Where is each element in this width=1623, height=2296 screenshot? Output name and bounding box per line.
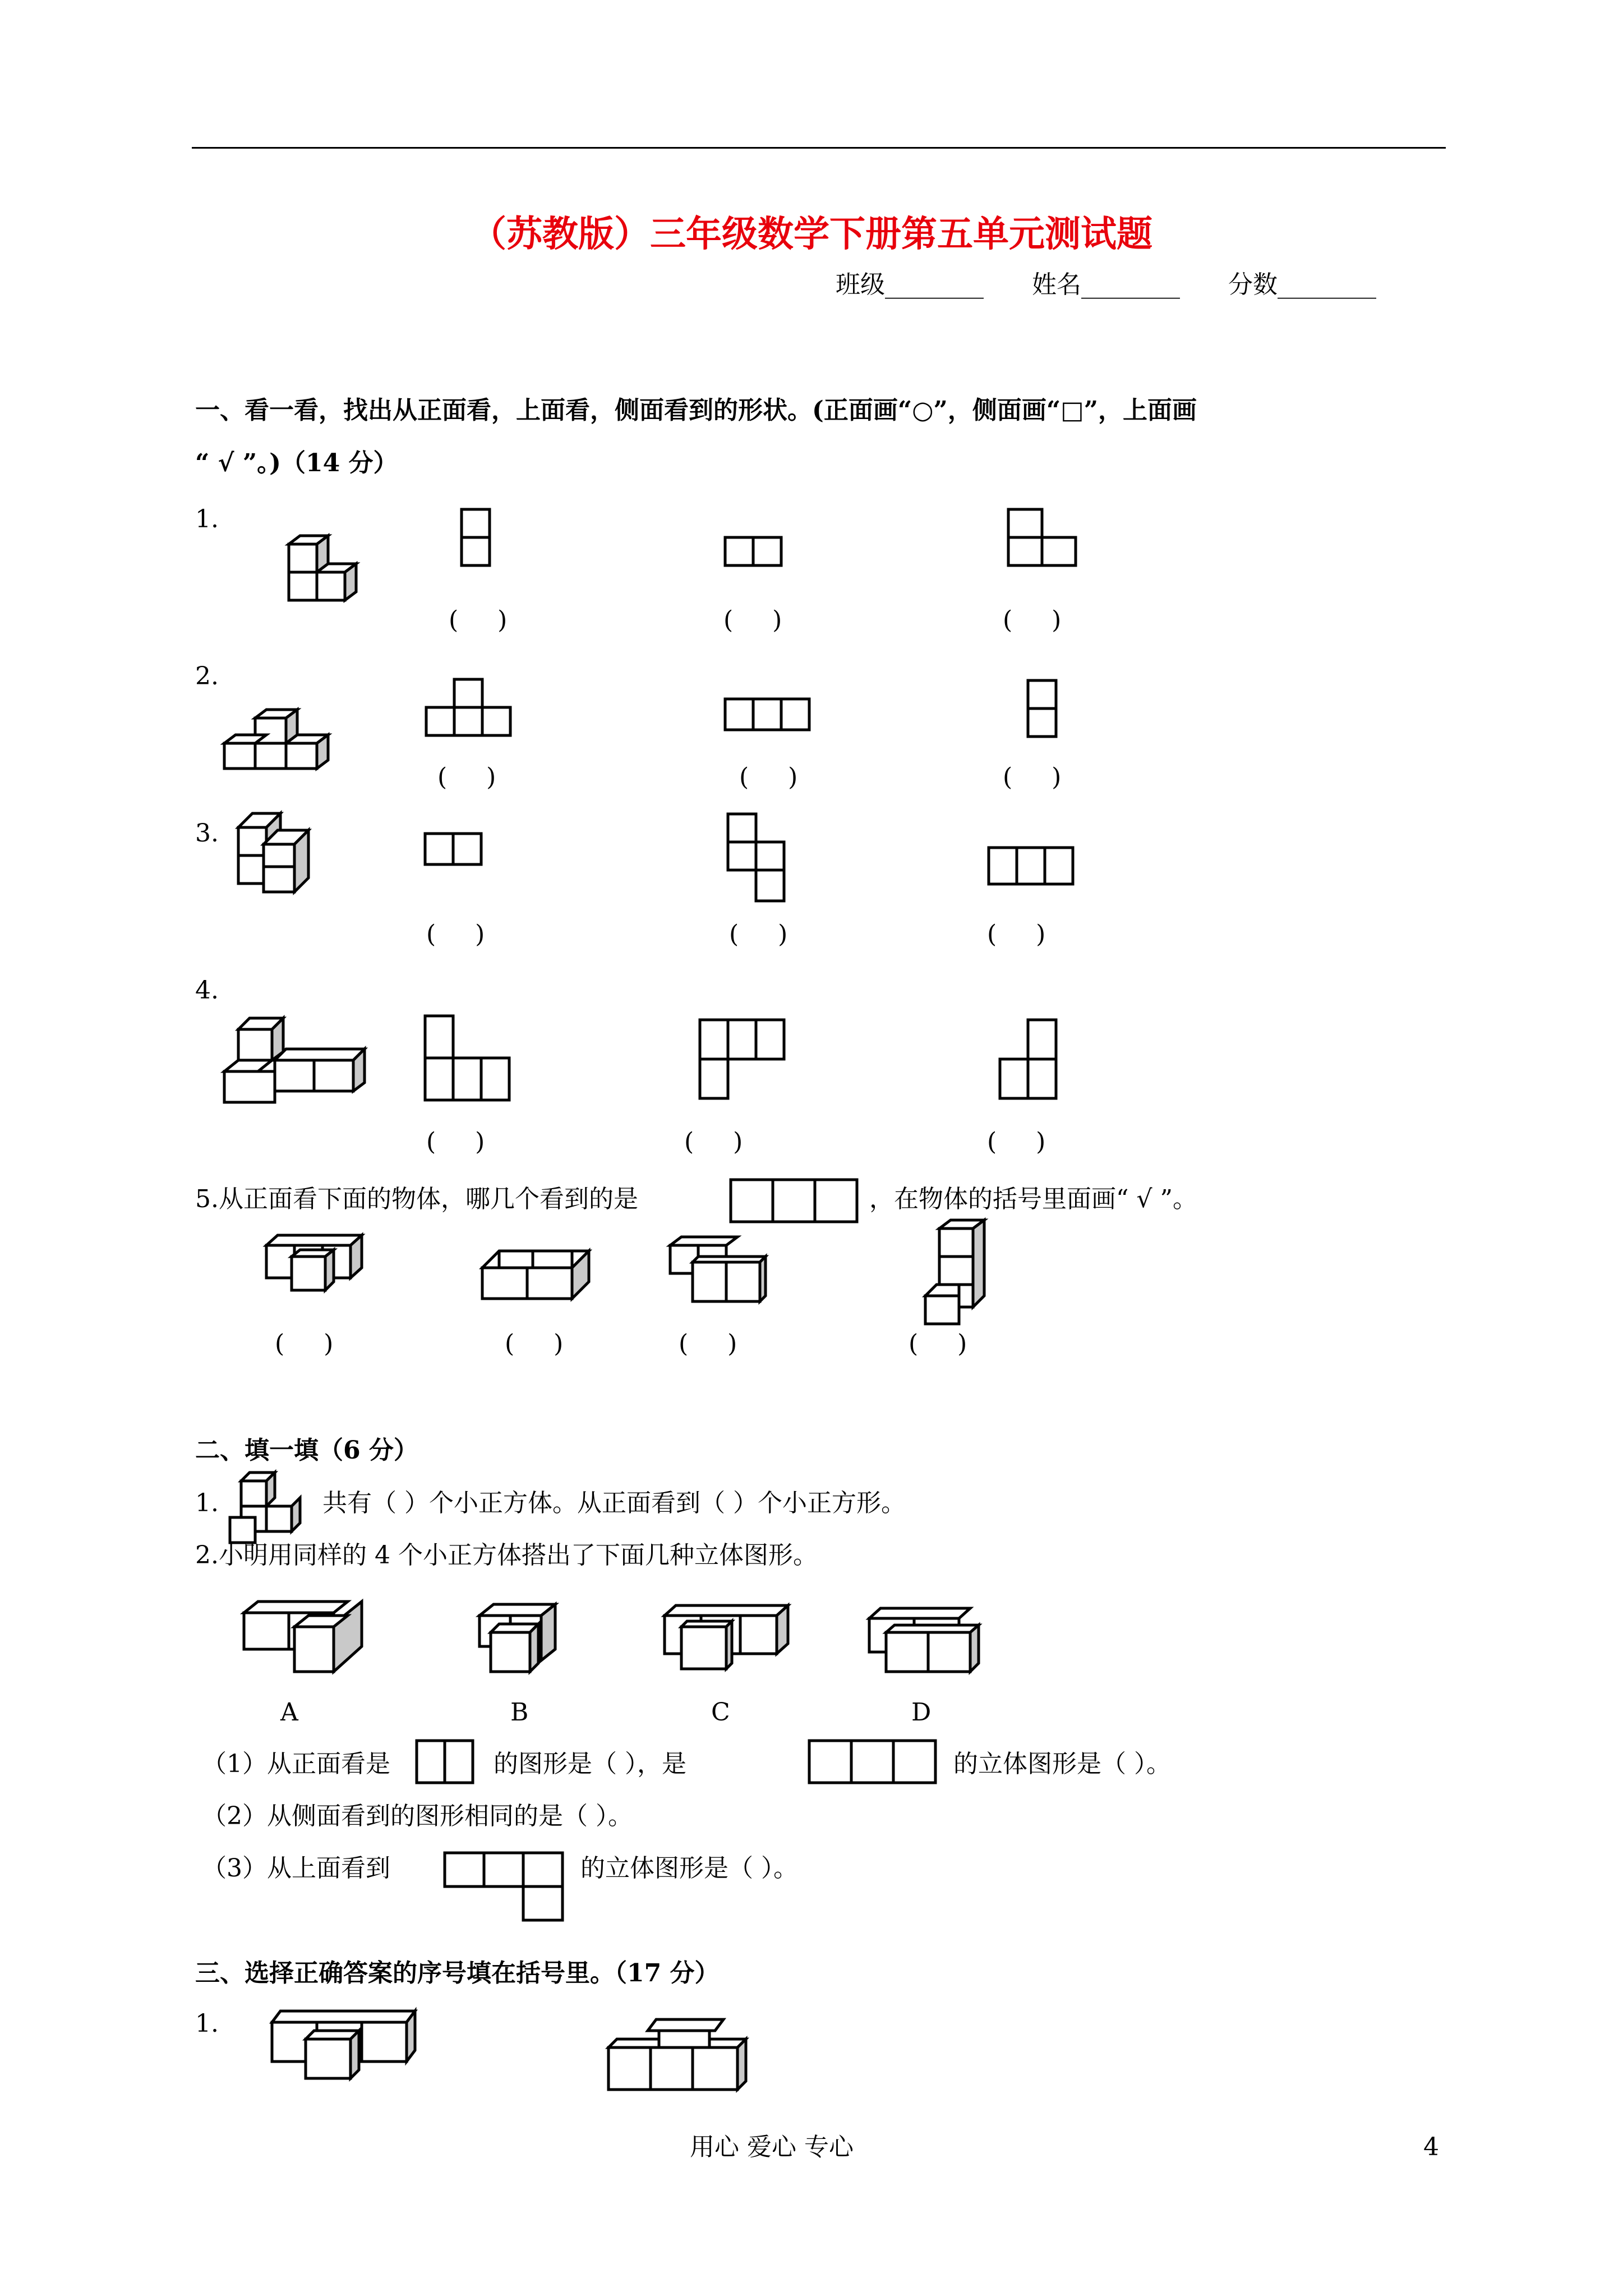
cube-stack-figure-a <box>241 1599 370 1677</box>
answer-paren[interactable]: ( ) <box>729 920 788 949</box>
view-shape <box>443 1851 572 1924</box>
section2-heading: 二、填一填（6 分） <box>195 1436 418 1465</box>
view-shape <box>1007 508 1085 569</box>
view-shape <box>415 1739 477 1787</box>
answer-paren[interactable]: ( ) <box>437 763 496 792</box>
answer-paren[interactable]: ( ) <box>426 920 485 949</box>
answer-paren[interactable]: ( ) <box>987 1128 1046 1156</box>
question-5-text-cont: ，在物体的括号里面画“ √ ”。 <box>869 1185 1197 1213</box>
sub-question-2-text: （2）从侧面看到的图形相同的是（ ）。 <box>202 1802 633 1830</box>
view-shape <box>998 1018 1063 1102</box>
sub-question-3-text-cont: 的立体图形是（ ）。 <box>580 1854 798 1883</box>
figure-label-d: D <box>911 1698 932 1727</box>
answer-paren[interactable]: ( ) <box>449 606 508 634</box>
view-shape <box>723 536 785 569</box>
view-shape <box>423 1014 516 1104</box>
question-number: 2. <box>195 662 219 691</box>
cube-stack-figure <box>667 1234 768 1307</box>
score-field[interactable]: 分数________ <box>1228 270 1376 299</box>
question-5-text: 5.从正面看下面的物体，哪几个看到的是 <box>195 1185 638 1213</box>
cube-stack-figure <box>479 1237 600 1304</box>
question-number: 3. <box>195 819 219 848</box>
answer-paren[interactable]: ( ) <box>1003 606 1062 634</box>
cube-stack-figure <box>923 1217 990 1324</box>
cube-stack-figure <box>227 1461 306 1545</box>
sub-question-1-text-cont: 的图形是（ ），是 <box>494 1750 686 1778</box>
section1-heading-cont: “ √ ”。)（14 分） <box>195 449 398 477</box>
answer-paren[interactable]: ( ) <box>1003 763 1062 792</box>
answer-paren[interactable]: ( ) <box>275 1329 334 1358</box>
sub-question-1-text-end: 的立体图形是（ ）。 <box>953 1750 1171 1778</box>
cube-stack-figure <box>236 811 331 895</box>
cube-stack-figure-c <box>662 1602 796 1674</box>
answer-paren[interactable]: ( ) <box>987 920 1046 949</box>
cube-stack-figure-b <box>477 1602 578 1680</box>
answer-paren[interactable]: ( ) <box>684 1128 743 1156</box>
section3-heading: 三、选择正确答案的序号填在括号里。（17 分） <box>195 1959 720 1987</box>
page-title: （苏教版）三年级数学下册第五单元测试题 <box>471 213 1152 255</box>
figure-label-a: A <box>280 1698 298 1727</box>
answer-paren[interactable]: ( ) <box>909 1329 967 1358</box>
class-field[interactable]: 班级________ <box>836 270 984 299</box>
view-shape <box>423 678 516 739</box>
name-field[interactable]: 姓名________ <box>1032 270 1180 299</box>
page-number: 4 <box>1423 2133 1439 2161</box>
question-number: 1. <box>195 505 219 533</box>
sub-question-1-text: （1）从正面看是 <box>202 1750 390 1778</box>
cube-stack-figure <box>286 533 370 603</box>
answer-paren[interactable]: ( ) <box>505 1329 564 1358</box>
target-view-shape <box>729 1178 864 1226</box>
question-number: 1. <box>195 2009 219 2038</box>
header-rule <box>192 147 1446 149</box>
footer-motto: 用心 爱心 专心 <box>690 2133 854 2161</box>
answer-paren[interactable]: ( ) <box>723 606 782 634</box>
cube-stack-figure-d <box>866 1604 990 1677</box>
view-shape <box>723 697 816 731</box>
view-shape <box>1026 679 1060 740</box>
question-2-1-text: 共有（ ）个小正方体。从正面看到（ ）个小正方形。 <box>322 1489 906 1517</box>
view-shape <box>423 832 485 868</box>
view-shape <box>808 1739 942 1787</box>
cube-stack-figure <box>269 2003 426 2087</box>
answer-paren[interactable]: ( ) <box>426 1128 485 1156</box>
section1-heading: 一、看一看，找出从正面看，上面看，侧面看到的形状。(正面画“○”，侧面画“□”，上面画 <box>195 396 1197 425</box>
figure-label-b: B <box>510 1698 529 1727</box>
answer-paren[interactable]: ( ) <box>679 1329 737 1358</box>
answer-paren[interactable]: ( ) <box>739 763 798 792</box>
question-2-2-text: 2.小明用同样的 4 个小正方体搭出了下面几种立体图形。 <box>195 1541 818 1570</box>
cube-stack-figure <box>606 2005 763 2090</box>
cube-stack-figure <box>222 1015 373 1105</box>
cube-stack-figure <box>264 1234 376 1301</box>
view-shape <box>460 508 494 569</box>
view-shape <box>698 1018 791 1102</box>
sub-question-3-text: （3）从上面看到 <box>202 1854 390 1883</box>
cube-stack-figure <box>222 701 351 769</box>
view-shape <box>987 846 1080 888</box>
question-number: 4. <box>195 976 219 1005</box>
view-shape <box>726 812 794 910</box>
question-number: 1. <box>195 1489 219 1517</box>
figure-label-c: C <box>711 1698 730 1727</box>
